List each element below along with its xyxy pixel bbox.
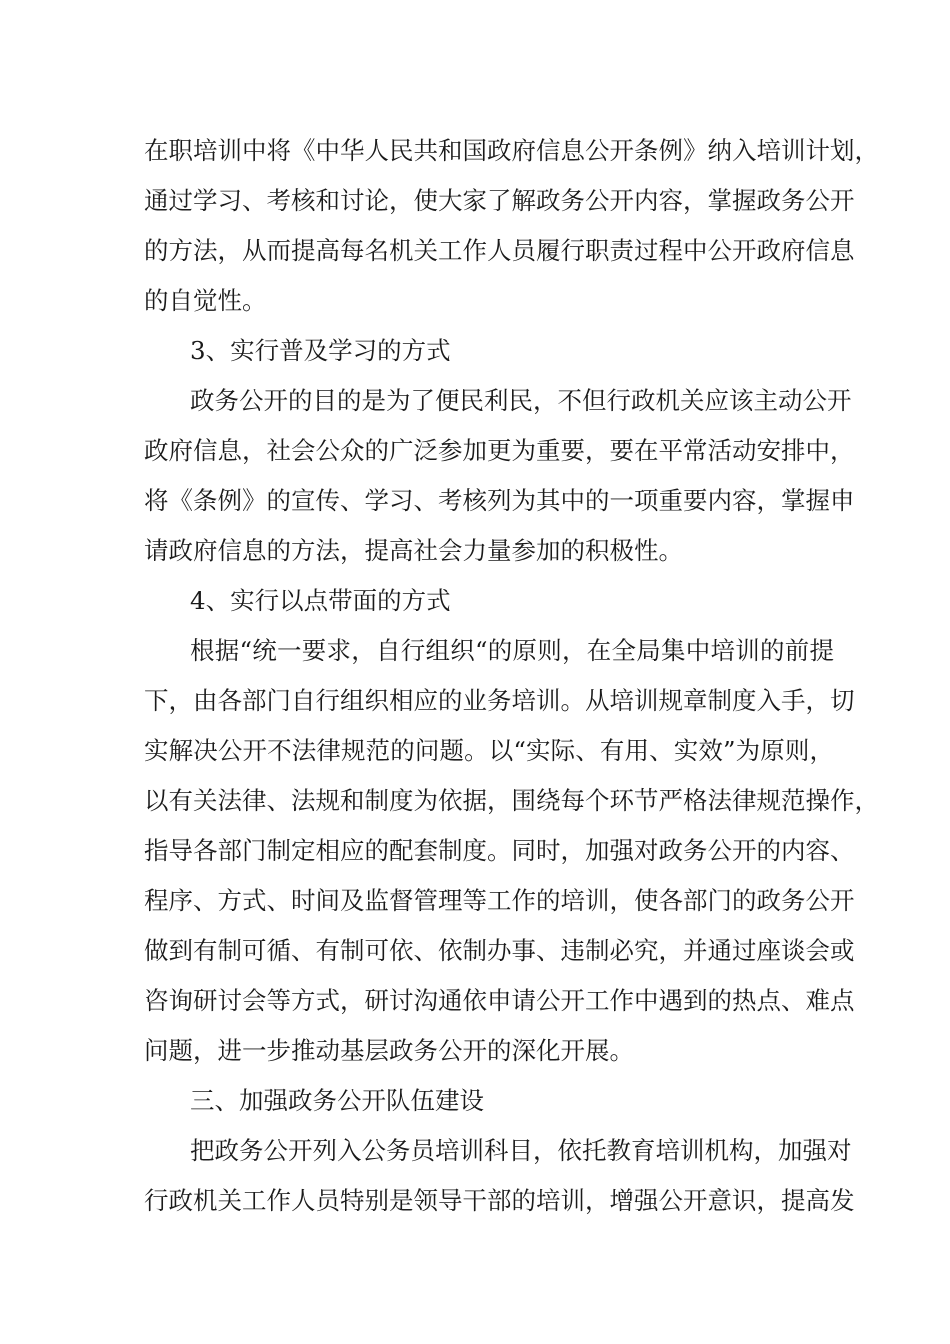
text-line: 将《条例》的宣传、学习、考核列为其中的一项重要内容，掌握申 xyxy=(144,486,855,515)
section-heading: 4、实行以点带面的方式 xyxy=(190,586,451,615)
paragraph xyxy=(144,1126,855,1226)
text-line: 程序、方式、时间及监督管理等工作的培训，使各部门的政务公开 xyxy=(144,886,855,915)
text-line: 咨询研讨会等方式，研讨沟通依申请公开工作中遇到的热点、难点 xyxy=(144,986,855,1015)
text-line: 的自觉性。 xyxy=(144,286,267,315)
section-heading: 三、加强政务公开队伍建设 xyxy=(190,1086,484,1115)
text-line: 把政务公开列入公务员培训科目，依托教育培训机构，加强对 xyxy=(190,1136,852,1165)
text-line: 做到有制可循、有制可依、依制办事、违制必究，并通过座谈会或 xyxy=(144,936,855,965)
text-line: 请政府信息的方法，提高社会力量参加的积极性。 xyxy=(144,536,683,565)
text-line: 通过学习、考核和讨论，使大家了解政务公开内容，掌握政务公开 xyxy=(144,186,855,215)
text-line: 行政机关工作人员特别是领导干部的培训，增强公开意识，提高发 xyxy=(144,1186,855,1215)
text-line: 政务公开的目的是为了便民利民，不但行政机关应该主动公开 xyxy=(190,386,852,415)
paragraph xyxy=(144,376,855,576)
text-line: 实解决公开不法律规范的问题。以“实际、有用、实效”为原则， xyxy=(144,736,834,765)
section-heading: 3、实行普及学习的方式 xyxy=(190,336,451,365)
text-line: 问题，进一步推动基层政务公开的深化开展。 xyxy=(144,1036,634,1065)
text-line: 的方法，从而提高每名机关工作人员履行职责过程中公开政府信息 xyxy=(144,236,855,265)
paragraph xyxy=(144,626,879,1076)
text-line: 指导各部门制定相应的配套制度。同时，加强对政务公开的内容、 xyxy=(144,836,855,865)
text-line: 政府信息，社会公众的广泛参加更为重要，要在平常活动安排中， xyxy=(144,436,855,465)
text-line: 在职培训中将《中华人民共和国政府信息公开条例》纳入培训计划， xyxy=(144,136,879,165)
text-line: 根据“统一要求，自行组织“的原则，在全局集中培训的前提 xyxy=(190,636,834,665)
text-line: 以有关法律、法规和制度为依据，围绕每个环节严格法律规范操作， xyxy=(144,786,879,815)
paragraph xyxy=(144,126,879,326)
text-line: 下，由各部门自行组织相应的业务培训。从培训规章制度入手，切 xyxy=(144,686,855,715)
document-body xyxy=(144,126,879,1226)
